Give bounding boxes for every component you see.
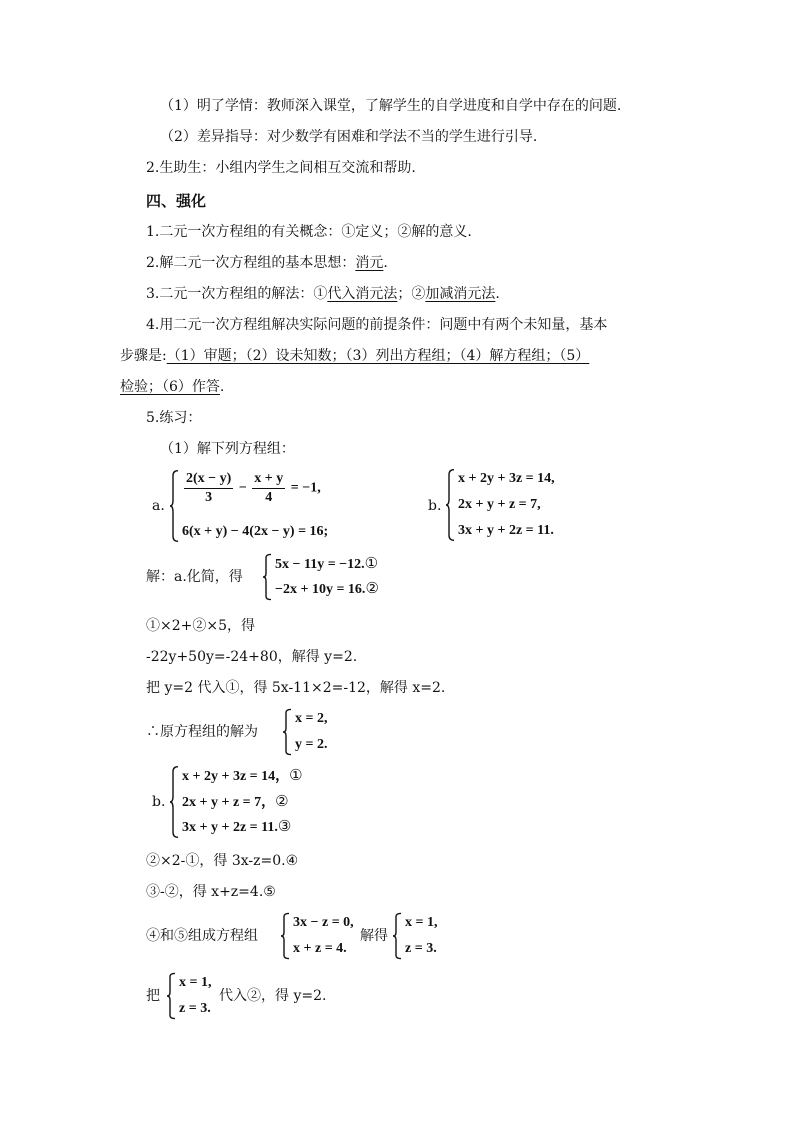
- fraction-1-den: 3: [205, 490, 213, 505]
- sys-c-row-2: [275, 579, 379, 600]
- text-line-7a: 3.二元一次方程组的解法：①: [146, 286, 328, 302]
- sys-d-row-2: y = 2.: [295, 737, 328, 752]
- sys-b-row-3: 3x + y + 2z = 11.: [458, 523, 554, 538]
- text-line-2: （2）差异指导：对少数学有困难和学法不当的学生进行引导.: [160, 129, 538, 145]
- equation-system-h: [166, 973, 211, 1019]
- fraction-1-num: 2(x − y): [184, 470, 233, 489]
- step-2: -22y+50y=-24+80，解得 y=2.: [146, 649, 358, 665]
- sys-g-row-2: z = 3.: [405, 941, 437, 956]
- sys-e-row-3-eq: 3x + y + 2z = 11.: [182, 820, 278, 835]
- brace-icon: [445, 469, 455, 541]
- brace-icon: [169, 766, 179, 838]
- underlined-term-elimination: 消元: [355, 255, 384, 271]
- step-5: ②×2-①，得 3x-z=0.④: [146, 853, 299, 869]
- brace-icon: [169, 470, 179, 542]
- equation-system-d: [282, 709, 327, 755]
- equation-system-b: [445, 469, 555, 541]
- text-line-7e: .: [495, 286, 500, 302]
- brace-icon: [262, 554, 272, 600]
- step-1: ①×2+②×5，得: [146, 618, 256, 634]
- circled-3: ③: [277, 819, 292, 835]
- sys-f-row-1: 3x − z = 0,: [293, 915, 354, 930]
- sys-c-row-1-eq: 5x − 11y = −12.: [275, 557, 365, 572]
- step-8a: 把: [146, 988, 160, 1004]
- text-line-11: 5.练习：: [146, 410, 202, 426]
- equation-system-a: [169, 470, 328, 542]
- text-line-10b: .: [219, 379, 225, 395]
- step-8b: 代入②，得 y=2.: [219, 988, 327, 1004]
- sys-c-row-2-eq: −2x + 10y = 16.: [275, 582, 366, 597]
- text-line-10: [120, 377, 224, 397]
- sys-e-row-1: [182, 766, 303, 787]
- brace-icon: [282, 709, 292, 755]
- equation-system-c: [262, 554, 379, 600]
- sys-a-row-2: 6(x + y) − 4(2x − y) = 16;: [182, 524, 329, 539]
- text-line-9: [120, 346, 589, 366]
- text-line-3: 2.生助生：小组内学生之间相互交流和帮助.: [146, 160, 416, 176]
- sys-c-row-1: [275, 554, 379, 575]
- text-line-12: （1）解下列方程组：: [160, 441, 295, 457]
- section-heading: 四、强化: [146, 192, 207, 210]
- fraction-2-den: 4: [265, 490, 273, 505]
- circled-1: ①: [364, 556, 379, 572]
- equation-system-g: [392, 913, 437, 959]
- circled-2: ②: [275, 793, 289, 810]
- sys-g-row-1: x = 1,: [405, 915, 438, 930]
- underlined-term-addition: 加减消元法: [425, 286, 496, 302]
- text-line-6c: .: [383, 255, 388, 271]
- brace-icon: [392, 913, 402, 959]
- text-line-6: [146, 253, 388, 273]
- step-7b: 解得: [360, 928, 388, 944]
- equation-system-f: [280, 913, 354, 959]
- brace-icon: [166, 973, 176, 1019]
- sys-b-row-2: 2x + y + z = 7,: [458, 497, 541, 512]
- sys-e-row-1-eq: x + 2y + 3z = 14，: [182, 769, 290, 784]
- sys-f-row-2: x + z = 4.: [293, 941, 347, 956]
- circled-2: ②: [365, 581, 379, 597]
- text-line-8: 4.用二元一次方程组解决实际问题的前提条件：问题中有两个未知量，基本: [146, 317, 608, 333]
- step-4: ∴原方程组的解为: [146, 724, 258, 740]
- text-line-1: （1）明了学情：教师深入课堂，了解学生的自学进度和自学中存在的问题.: [160, 98, 622, 114]
- solution-prefix: 解：a.化简，得: [146, 569, 243, 585]
- sys-e-row-2: [182, 792, 303, 813]
- minus-sign: −: [238, 480, 247, 496]
- circled-1: ①: [289, 768, 303, 784]
- equation-system-e: [169, 766, 303, 838]
- label-a: a.: [152, 498, 165, 514]
- sys-a-rhs: = −1,: [290, 480, 321, 496]
- sys-e-row-2-eq: 2x + y + z = 7，: [182, 794, 276, 810]
- step-3: 把 y=2 代入①，得 5x-11×2=-12，解得 x=2.: [146, 680, 446, 696]
- sys-h-row-1: x = 1,: [179, 975, 212, 990]
- sys-d-row-1: x = 2,: [295, 711, 328, 726]
- sys-a-row-1: [182, 470, 328, 507]
- fraction-1: [184, 470, 233, 507]
- underlined-steps-cont: 检验；（6）作答: [120, 379, 220, 395]
- text-line-9a: 步骤是:: [120, 348, 167, 364]
- sys-e-row-3: [182, 817, 303, 838]
- step-6: ③-②，得 x+z=4.⑤: [146, 884, 276, 900]
- fraction-2: [252, 470, 285, 507]
- underlined-steps: （1）审题；（2）设未知数；（3）列出方程组；（4）解方程组；（5）: [166, 348, 590, 364]
- sys-b-row-1: x + 2y + 3z = 14,: [458, 471, 555, 486]
- text-line-7c: ；②: [397, 286, 426, 302]
- fraction-2-num: x + y: [252, 470, 285, 489]
- text-line-7: [146, 284, 500, 304]
- text-line-5: 1.二元一次方程组的有关概念：①定义；②解的意义.: [146, 224, 472, 240]
- sys-h-row-2: z = 3.: [179, 1001, 211, 1016]
- step-7a: ④和⑤组成方程组: [146, 928, 258, 944]
- label-b: b.: [428, 498, 442, 514]
- text-line-6a: 2.解二元一次方程组的基本思想：: [146, 255, 356, 271]
- label-b-2: b.: [152, 794, 166, 810]
- underlined-term-substitution: 代入消元法: [327, 286, 398, 302]
- brace-icon: [280, 913, 290, 959]
